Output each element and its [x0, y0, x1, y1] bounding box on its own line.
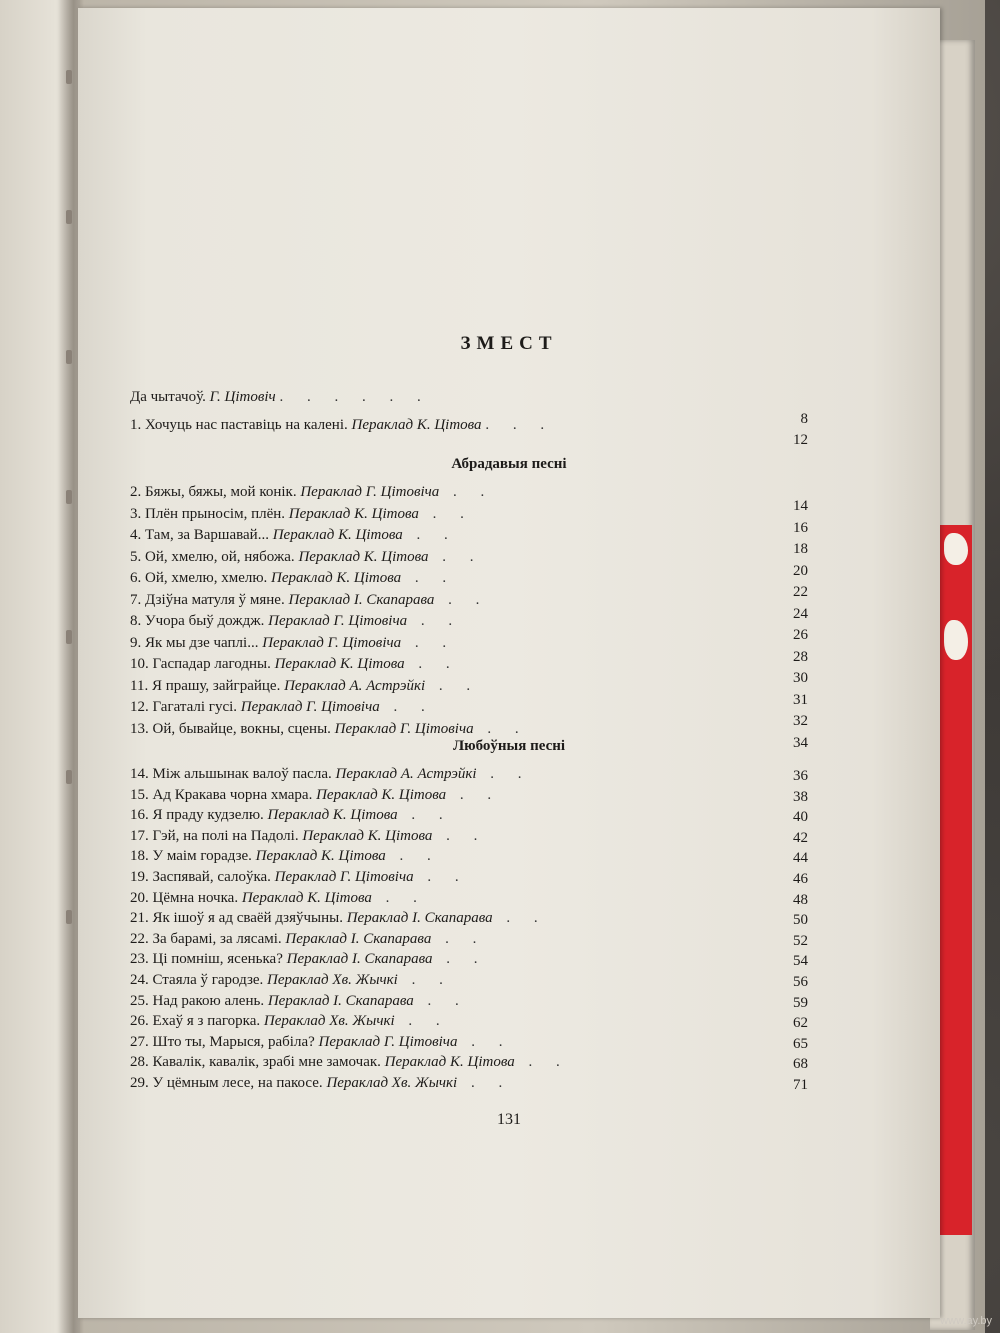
entry-title: 20. Цёмна ночка.: [130, 889, 239, 906]
leader-dots: . .: [439, 484, 495, 500]
binding-stitch: [66, 210, 72, 224]
leader-dots: . .: [407, 613, 463, 629]
toc-entry: [130, 546, 810, 568]
entry-translator: Пераклад І. Скапарава: [286, 951, 433, 968]
page-number: 42: [793, 829, 808, 846]
toc-entry: [130, 845, 810, 867]
entry-title: 4. Там, за Варшавай...: [130, 527, 269, 543]
section-heading: Любоўныя песні: [452, 738, 566, 754]
leader-dots: . .: [431, 930, 487, 947]
toc-entry: [130, 675, 810, 697]
entry-translator: Пераклад К. Цітова: [384, 1054, 515, 1071]
page-number: 31: [793, 691, 808, 708]
table-of-contents: [78, 8, 940, 1318]
binding-stitch: [66, 350, 72, 364]
leader-dots: . .: [425, 677, 481, 694]
leader-dots: . .: [432, 827, 488, 844]
section-heading: Абрадавыя песні: [451, 456, 567, 472]
page-number: 36: [793, 768, 808, 784]
leader-dots: . .: [402, 527, 458, 543]
entry-translator: Пераклад А. Астрэйкі: [335, 766, 477, 782]
toc-entry: [130, 1072, 810, 1094]
leader-dots: . .: [413, 992, 469, 1009]
page-number: 14: [793, 498, 808, 514]
binding-stitch: [66, 770, 72, 784]
leader-dots: . .: [397, 972, 453, 988]
entry-title: 16. Я праду кудзелю.: [130, 807, 264, 824]
toc-entry: [130, 928, 810, 950]
entry-title: 25. Над ракою алень.: [130, 992, 265, 1009]
entry-title: 19. Заспявай, салоўка.: [130, 869, 271, 885]
page-number: 20: [793, 562, 808, 579]
toc-entry: [130, 804, 810, 826]
toc-entry: [130, 414, 810, 436]
page-number: 28: [793, 648, 808, 665]
entry-title: 21. Як ішоў я ад сваёй дзяўчыны.: [130, 910, 343, 927]
entry-title: 29. У цёмным лесе, на пакосе.: [130, 1075, 323, 1091]
toc-entry: [130, 1051, 810, 1073]
toc-entry: [130, 784, 810, 806]
binding-stitch: [66, 490, 72, 504]
entry-title: 2. Бяжы, бяжы, мой конік.: [130, 484, 297, 500]
page-number: 46: [793, 871, 808, 887]
leader-dots: . . .: [485, 417, 555, 433]
entry-translator: Пераклад К. Цітова: [267, 807, 398, 824]
toc-entry: [130, 1010, 810, 1032]
page-number: 34: [793, 734, 808, 751]
page-number: 40: [793, 809, 808, 826]
entry-title: 26. Ехаў я з пагорка.: [130, 1013, 261, 1030]
page-number: 71: [793, 1077, 808, 1093]
toc-entry: [130, 990, 810, 1012]
entry-title: 22. За барамі, за лясамі.: [130, 930, 282, 947]
page-number: 8: [800, 411, 808, 427]
toc-entry: [130, 948, 810, 970]
leader-dots: . .: [404, 656, 460, 672]
entry-translator: Пераклад Хв. Жычкі: [263, 1013, 395, 1030]
book-page: [78, 8, 940, 1318]
leader-dots: . .: [385, 848, 441, 865]
page-number: 24: [793, 605, 808, 622]
entry-translator: Пераклад К. Цітова: [271, 570, 402, 586]
page-number: 16: [793, 519, 808, 536]
entry-translator: Пераклад К. Цітова: [274, 656, 405, 672]
entry-title: 6. Ой, хмелю, хмелю.: [130, 570, 268, 586]
entry-translator: Пераклад Г. Цітовіча: [334, 720, 474, 737]
entry-title: 23. Ці помніш, ясенька?: [130, 951, 283, 968]
page-number: 22: [793, 584, 808, 600]
page-number: 54: [793, 953, 808, 970]
leader-dots: . .: [394, 1013, 450, 1030]
leader-dots: . .: [418, 505, 474, 522]
entry-title: 27. Што ты, Марыся, рабіла?: [130, 1033, 315, 1050]
entry-title: 15. Ад Кракава чорна хмара.: [130, 786, 313, 803]
watermark: www.ay.by: [940, 1315, 992, 1327]
toc-entry: [130, 610, 810, 632]
toc-entry: [130, 866, 810, 888]
entry-translator: Пераклад К. Цітова: [351, 417, 482, 433]
page-folio: 131: [497, 1111, 521, 1128]
entry-translator: Пераклад К. Цітова: [316, 786, 447, 803]
page-number: 44: [793, 850, 808, 867]
leader-dots: . .: [428, 548, 484, 565]
entry-translator: Пераклад Хв. Жычкі: [326, 1075, 458, 1091]
leader-dots: . .: [397, 807, 453, 824]
toc-entry: [130, 632, 810, 654]
leader-dots: . .: [446, 786, 502, 803]
cover-red-stripe: [938, 525, 972, 1235]
page-number: 18: [793, 541, 808, 557]
entry-translator: Пераклад К. Цітова: [255, 848, 386, 865]
cover-pattern: [944, 620, 968, 660]
leader-dots: . .: [432, 951, 488, 968]
entry-author: Г. Цітовіч: [209, 389, 276, 405]
entry-translator: Пераклад І. Скапарава: [288, 591, 435, 608]
entry-translator: Пераклад Г. Цітовіча: [300, 484, 440, 500]
entry-title: 24. Стаяла ў гародзе.: [130, 972, 264, 988]
entry-title: 28. Кавалік, кавалік, зрабі мне замочак.: [130, 1054, 381, 1071]
entry-title: 12. Гагаталі гусі.: [130, 699, 238, 715]
binding-stitch: [66, 70, 72, 84]
page-number: 32: [793, 713, 808, 729]
entry-title: 9. Як мы дзе чаплі...: [130, 634, 259, 651]
entry-translator: Пераклад К. Цітова: [302, 827, 433, 844]
binding-stitch: [66, 910, 72, 924]
leader-dots: . .: [434, 591, 490, 608]
entry-title: Да чытачоў.: [130, 389, 206, 405]
leader-dots: . .: [457, 1033, 513, 1050]
entry-translator: Пераклад К. Цітова: [288, 505, 419, 522]
page-number: 52: [793, 932, 808, 949]
leader-dots: . .: [476, 766, 532, 782]
page-number: 62: [793, 1015, 808, 1032]
entry-title: 18. У маім горадзе.: [130, 848, 252, 865]
leader-dots: . .: [514, 1054, 570, 1071]
toc-entry: [130, 969, 810, 991]
page-number: 65: [793, 1035, 808, 1052]
entry-translator: Пераклад І. Скапарава: [267, 992, 414, 1009]
entry-translator: Пераклад К. Цітова: [241, 889, 372, 906]
page-number: 68: [793, 1056, 808, 1073]
entry-translator: Пераклад Г. Цітовіча: [240, 699, 380, 715]
leader-dots: . .: [492, 910, 548, 927]
entry-title: 1. Хочуць нас паставіць на калені.: [130, 417, 348, 433]
cover-pattern: [944, 533, 968, 565]
toc-entry: [130, 481, 810, 503]
toc-entry: [130, 589, 810, 611]
entry-title: 11. Я прашу, зайграйце.: [130, 677, 281, 694]
toc-entry: [130, 763, 810, 785]
entry-title: 10. Гаспадар лагодны.: [130, 656, 271, 672]
toc-entry: [130, 718, 810, 740]
page-number: 56: [793, 974, 808, 990]
entry-translator: Пераклад Г. Цітовіча: [262, 634, 402, 651]
toc-entry: [130, 825, 810, 847]
leader-dots: . .: [413, 869, 469, 885]
entry-title: 17. Гэй, на полі на Падолі.: [130, 827, 299, 844]
entry-translator: Пераклад Г. Цітовіча: [274, 869, 414, 885]
entry-translator: Пераклад А. Астрэйкі: [284, 677, 426, 694]
toc-entry: [130, 503, 810, 525]
toc-entry-intro: [130, 386, 810, 408]
entry-title: 8. Учора быў дождж.: [130, 613, 265, 629]
page-number: 30: [793, 670, 808, 686]
entry-translator: Пераклад І. Скапарава: [285, 930, 432, 947]
entry-title: 3. Плён прыносім, плён.: [130, 505, 286, 522]
page-number: 59: [793, 994, 808, 1011]
page-number: 26: [793, 627, 808, 643]
page-number: 38: [793, 788, 808, 805]
entry-title: 13. Ой, бывайце, вокны, сцены.: [130, 720, 331, 737]
entry-translator: Пераклад Г. Цітовіча: [318, 1033, 458, 1050]
toc-entry: [130, 524, 810, 546]
entry-translator: Пераклад Г. Цітовіча: [268, 613, 408, 629]
page-title: ЗМЕСТ: [460, 333, 558, 354]
binding-stitch: [66, 630, 72, 644]
toc-entry: [130, 696, 810, 718]
page-number: 12: [793, 432, 808, 448]
entry-title: 7. Дзіўна матуля ў мяне.: [130, 591, 285, 608]
leader-dots: . .: [473, 720, 529, 737]
entry-translator: Пераклад Хв. Жычкі: [267, 972, 398, 988]
toc-entry: [130, 1031, 810, 1053]
leader-dots: . .: [379, 699, 435, 715]
toc-entry: [130, 907, 810, 929]
page-number: 50: [793, 912, 808, 929]
entry-translator: Пераклад К. Цітова: [298, 548, 429, 565]
leader-dots: . .: [401, 570, 457, 586]
entry-translator: Пераклад К. Цітова: [272, 527, 403, 543]
leader-dots: . . . . . .: [279, 389, 431, 405]
leader-dots: . .: [401, 634, 457, 651]
entry-title: 5. Ой, хмелю, ой, нябожа.: [130, 548, 295, 565]
toc-entry: [130, 653, 810, 675]
entry-title: 14. Між альшынак валоў пасла.: [130, 766, 332, 782]
leader-dots: . .: [457, 1075, 513, 1091]
toc-entry: [130, 887, 810, 909]
leader-dots: . .: [371, 889, 427, 906]
entry-translator: Пераклад І. Скапарава: [346, 910, 493, 927]
toc-entry: [130, 567, 810, 589]
page-number: 48: [793, 891, 808, 908]
